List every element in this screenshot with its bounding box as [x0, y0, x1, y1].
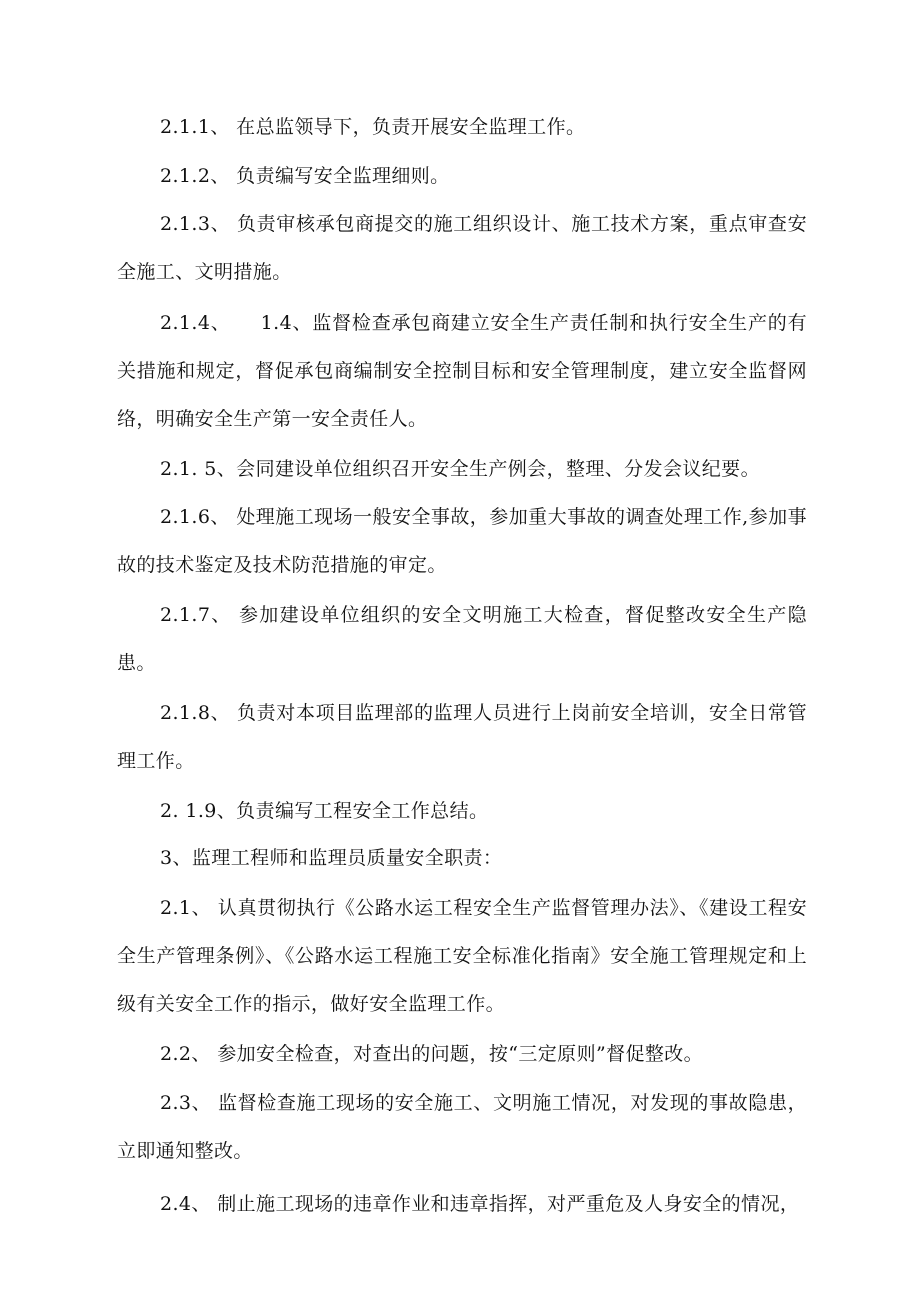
paragraph-2-1-7: 2.1.7、 参加建设单位组织的安全文明施工大检查，督促整改安全生产隐患。	[117, 604, 807, 674]
paragraph-2-1-5: 2.1. 5、会同建设单位组织召开安全生产例会，整理、分发会议纪要。	[160, 458, 760, 480]
paragraph-2-1-1: 2.1.1、 在总监领导下，负责开展安全监理工作。	[160, 116, 586, 138]
paragraph-2-1: 2.1、 认真贯彻执行《公路水运工程安全生产监督管理办法》、《建设工程安全生产管理条例》、《公路水运工程施工安全标准化指南》安全施工管理规定和上级有关安全工作的指示，做好安全监理工作。	[117, 897, 807, 1015]
paragraph-2-1-6: 2.1.6、 处理施工现场一般安全事故，参加重大事故的调查处理工作,参加事故的技术鉴定及技术防范措施的审定。	[117, 506, 807, 576]
paragraph-2-1-9: 2. 1.9、负责编写工程安全工作总结。	[160, 800, 489, 822]
paragraph-2-4: 2.4、 制止施工现场的违章作业和违章指挥，对严重危及人身安全的情况，	[160, 1193, 800, 1215]
paragraph-2-2: 2.2、 参加安全检查，对查出的问题，按“三定原则”督促整改。	[160, 1043, 704, 1065]
paragraph-2-1-4: 2.1.4、 1.4、监督检查承包商建立安全生产责任制和执行安全生产的有关措施和规定，督促承包商编制安全控制目标和安全管理制度，建立安全监督网络，明确安全生产第一安全责任人。	[117, 312, 807, 430]
section-heading-3: 3、监理工程师和监理员质量安全职责：	[160, 847, 503, 869]
paragraph-2-1-3: 2.1.3、 负责审核承包商提交的施工组织设计、施工技术方案，重点审查安全施工、文明措施。	[117, 213, 807, 283]
paragraph-2-1-8: 2.1.8、 负责对本项目监理部的监理人员进行上岗前安全培训，安全日常管理工作。	[117, 702, 807, 772]
paragraph-2-1-2: 2.1.2、 负责编写安全监理细则。	[160, 165, 450, 187]
paragraph-2-3: 2.3、 监督检查施工现场的安全施工、文明施工情况，对发现的事故隐患，立即通知整改。	[117, 1092, 807, 1162]
